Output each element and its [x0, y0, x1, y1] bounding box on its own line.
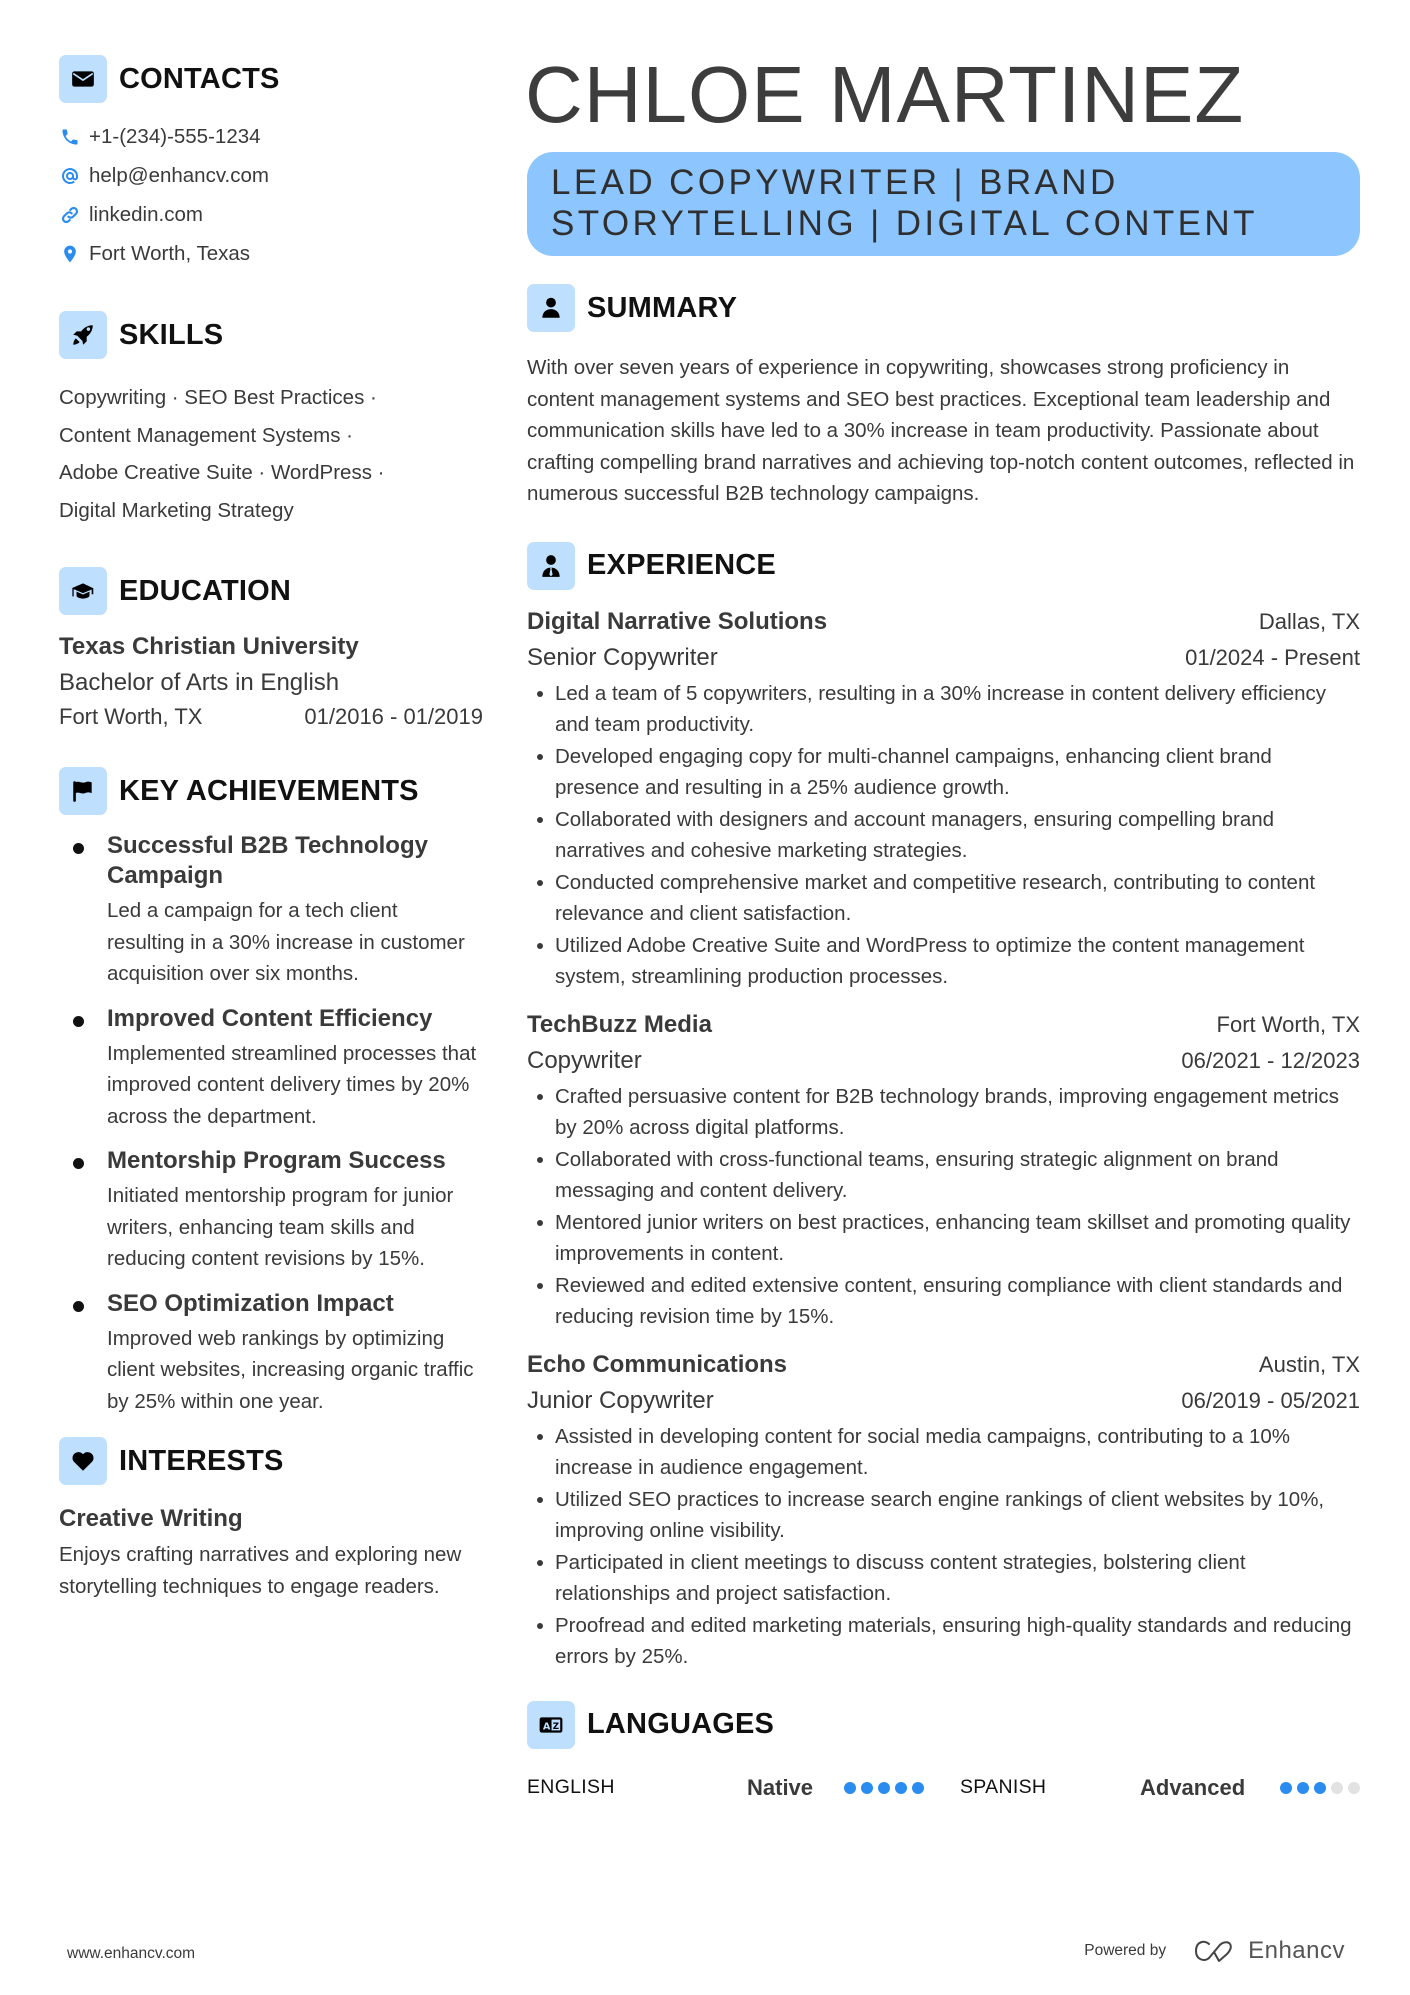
- location-pin-icon: [59, 243, 81, 265]
- heart-icon: [59, 1437, 107, 1485]
- language-level: Native: [747, 1774, 814, 1800]
- bullet: [73, 843, 84, 854]
- skills-line: Content Management Systems ·: [59, 423, 353, 447]
- contact-email-text: help@enhancv.com: [89, 163, 269, 187]
- job-dates: 06/2019 - 05/2021: [1181, 1387, 1360, 1413]
- enhancv-logo-icon: [1192, 1938, 1238, 1964]
- job-bullet: Collaborated with cross-functional teams, ensuring strategic alignment on brand messaging and content delivery.: [527, 1144, 1360, 1207]
- section-title: SUMMARY: [587, 291, 738, 324]
- bullet: [73, 1301, 84, 1312]
- job-entry: [527, 604, 1360, 993]
- contact-phone-text: +1-(234)-555-1234: [89, 124, 261, 148]
- svg-text:A: A: [542, 1720, 551, 1732]
- languages-list: [527, 1773, 1360, 1803]
- job-dates: 06/2021 - 12/2023: [1181, 1047, 1360, 1073]
- contacts-section: [59, 55, 479, 273]
- skills-line: Digital Marketing Strategy: [59, 498, 294, 522]
- contacts-list: [59, 117, 479, 273]
- job-entry: [527, 1347, 1360, 1673]
- footer-branding: [1084, 1937, 1345, 1965]
- job-role: Senior Copywriter: [527, 643, 718, 671]
- skills-line: Copywriting · SEO Best Practices ·: [59, 386, 377, 409]
- skills-header: [59, 311, 479, 359]
- job-bullets: [527, 1081, 1360, 1333]
- svg-text:Z: Z: [552, 1721, 560, 1732]
- edu-meta: [59, 700, 483, 733]
- achievements-section: [59, 767, 479, 1417]
- job-role: Copywriter: [527, 1046, 642, 1074]
- flag-icon: [59, 767, 107, 815]
- link-icon: [59, 204, 81, 226]
- language-item: [960, 1775, 1360, 1801]
- job-bullets: [527, 1421, 1360, 1673]
- achievement-desc: Led a campaign for a tech client resulting in a 30% increase in customer acquisition over six months.: [107, 899, 465, 985]
- contact-linkedin-text: linkedin.com: [89, 202, 203, 226]
- language-level: Advanced: [1140, 1774, 1246, 1800]
- contact-location: [59, 234, 479, 273]
- interests-section: [59, 1437, 479, 1602]
- left-column: [59, 55, 483, 1602]
- contact-linkedin[interactable]: [59, 195, 479, 234]
- bullet: [73, 1158, 84, 1169]
- job-bullet: Developed engaging copy for multi-channel campaigns, enhancing client brand presence and resulting in a 25% audience growth.: [527, 741, 1360, 804]
- achievement-title: Mentorship Program Success: [107, 1147, 446, 1174]
- job-bullet: Proofread and edited marketing materials, ensuring high-quality standards and reducing errors by 25%.: [527, 1610, 1360, 1673]
- languages-header: [527, 1701, 1360, 1749]
- job-company: Echo Communications: [527, 1350, 788, 1378]
- section-title: INTERESTS: [119, 1444, 284, 1477]
- summary-text: With over seven years of experience in copywriting, showcases strong proficiency in content management systems and SEO best practices. Exceptional team leadership and communication skills have led to a 30% increase in team productivity. Passionate about crafting compelling brand narratives and achieving top-notch content outcomes, reflected in numerous successful B2B technology campaigns.: [527, 356, 1355, 505]
- job-bullet: Mentored junior writers on best practices, enhancing team skillset and promoting quality improvements in content.: [527, 1207, 1360, 1270]
- experience-section: [527, 542, 1360, 1673]
- interest-title: Creative Writing: [59, 1505, 243, 1532]
- edu-dates: 01/2016 - 01/2019: [304, 704, 483, 729]
- contact-email[interactable]: [59, 156, 479, 195]
- edu-school: Texas Christian University: [59, 633, 359, 660]
- job-company: TechBuzz Media: [527, 1010, 712, 1038]
- user-icon: [527, 284, 575, 332]
- job-location: Austin, TX: [1258, 1351, 1360, 1377]
- language-item: [527, 1775, 960, 1801]
- section-title: EXPERIENCE: [587, 549, 776, 581]
- skills-list: [59, 379, 479, 529]
- envelope-icon: [59, 55, 107, 103]
- section-title: KEY ACHIEVEMENTS: [119, 774, 419, 807]
- education-header: [59, 567, 479, 615]
- summary-header: [527, 284, 1360, 332]
- achievement-desc: Improved web rankings by optimizing client websites, increasing organic traffic by 25% within one year.: [107, 1326, 474, 1413]
- job-entry: [527, 1007, 1360, 1333]
- achievement-title: SEO Optimization Impact: [107, 1289, 394, 1317]
- candidate-name: CHLOE MARTINEZ: [525, 50, 1245, 139]
- phone-icon: [59, 126, 81, 148]
- education-section: [59, 567, 483, 733]
- achievement-item: [59, 831, 479, 990]
- section-title: LANGUAGES: [587, 1708, 775, 1740]
- right-column: [527, 50, 1360, 1803]
- graduation-cap-icon: [59, 567, 107, 615]
- bullet: [73, 1016, 84, 1027]
- user-tie-icon: [527, 542, 575, 590]
- at-icon: [59, 165, 81, 187]
- experience-header: [527, 542, 1360, 590]
- job-bullet: Participated in client meetings to discuss content strategies, bolstering client relationships and project satisfaction.: [527, 1547, 1360, 1610]
- section-title: SKILLS: [119, 318, 224, 351]
- job-location: Dallas, TX: [1258, 608, 1360, 634]
- achievement-desc: Implemented streamlined processes that improved content delivery times by 20% across the department.: [107, 1041, 477, 1128]
- job-location: Fort Worth, TX: [1216, 1011, 1360, 1037]
- achievements-list: [59, 831, 479, 1417]
- rocket-icon: [59, 311, 107, 359]
- achievement-title: Improved Content Efficiency: [107, 1004, 433, 1032]
- job-role: Junior Copywriter: [527, 1386, 714, 1414]
- achievements-header: [59, 767, 479, 815]
- job-bullet: Collaborated with designers and account managers, ensuring compelling brand narratives and cohesive marketing strategies.: [527, 804, 1360, 867]
- job-title-line: STORYTELLING | DIGITAL CONTENT: [551, 204, 1258, 243]
- skills-section: [59, 311, 479, 529]
- contact-location-text: Fort Worth, Texas: [89, 241, 251, 265]
- edu-degree: Bachelor of Arts in English: [59, 669, 340, 696]
- job-bullet: Led a team of 5 copywriters, resulting in a 30% increase in content delivery efficiency and team productivity.: [527, 678, 1360, 741]
- achievement-item: [59, 1004, 479, 1133]
- summary-section: [527, 284, 1360, 510]
- job-bullet: Reviewed and edited extensive content, ensuring compliance with client standards and reducing revision time by 15%.: [527, 1270, 1360, 1333]
- job-bullets: [527, 678, 1360, 993]
- skills-line: Adobe Creative Suite · WordPress ·: [59, 461, 385, 484]
- footer-website[interactable]: www.enhancv.com: [67, 1945, 196, 1962]
- education-entry: [59, 629, 483, 733]
- job-bullet: Assisted in developing content for social media campaigns, contributing to a 10% increase in audience engagement.: [527, 1421, 1360, 1484]
- achievement-item: [59, 1146, 479, 1275]
- section-title: EDUCATION: [119, 574, 292, 607]
- language-name: SPANISH: [960, 1776, 1047, 1798]
- job-bullet: Crafted persuasive content for B2B technology brands, improving engagement metrics by 20% across digital platforms.: [527, 1081, 1360, 1144]
- job-bullet: Conducted comprehensive market and competitive research, contributing to content relevance and client satisfaction.: [527, 867, 1360, 930]
- section-title: CONTACTS: [119, 62, 280, 95]
- job-title-line: LEAD COPYWRITER | BRAND: [551, 163, 1119, 202]
- job-bullet: Utilized SEO practices to increase search engine rankings of client websites by 10%, improving online visibility.: [527, 1484, 1360, 1547]
- languages-section: [527, 1701, 1360, 1803]
- job-title-banner: [527, 152, 1360, 256]
- job-bullet: Utilized Adobe Creative Suite and WordPress to optimize the content management system, streamlining production processes.: [527, 930, 1360, 993]
- proficiency-dots: [1275, 1782, 1360, 1794]
- job-company: Digital Narrative Solutions: [527, 607, 828, 635]
- job-dates: 01/2024 - Present: [1185, 644, 1360, 670]
- powered-by-label: Powered by: [1084, 1942, 1167, 1959]
- achievement-desc: Initiated mentorship program for junior writers, enhancing team skills and reducing content revisions by 15%.: [107, 1184, 454, 1270]
- achievement-title: Successful B2B Technology Campaign: [107, 832, 428, 889]
- edu-location: Fort Worth, TX: [59, 704, 203, 729]
- interests-header: [59, 1437, 479, 1485]
- proficiency-dots: [839, 1782, 924, 1794]
- brand-name: Enhancv: [1248, 1937, 1345, 1964]
- translate-icon: [527, 1701, 575, 1749]
- language-name: ENGLISH: [527, 1776, 615, 1798]
- contact-phone[interactable]: [59, 117, 479, 156]
- contacts-header: [59, 55, 479, 103]
- interest-desc: Enjoys crafting narratives and exploring new storytelling techniques to engage readers.: [59, 1543, 462, 1598]
- achievement-item: [59, 1289, 479, 1418]
